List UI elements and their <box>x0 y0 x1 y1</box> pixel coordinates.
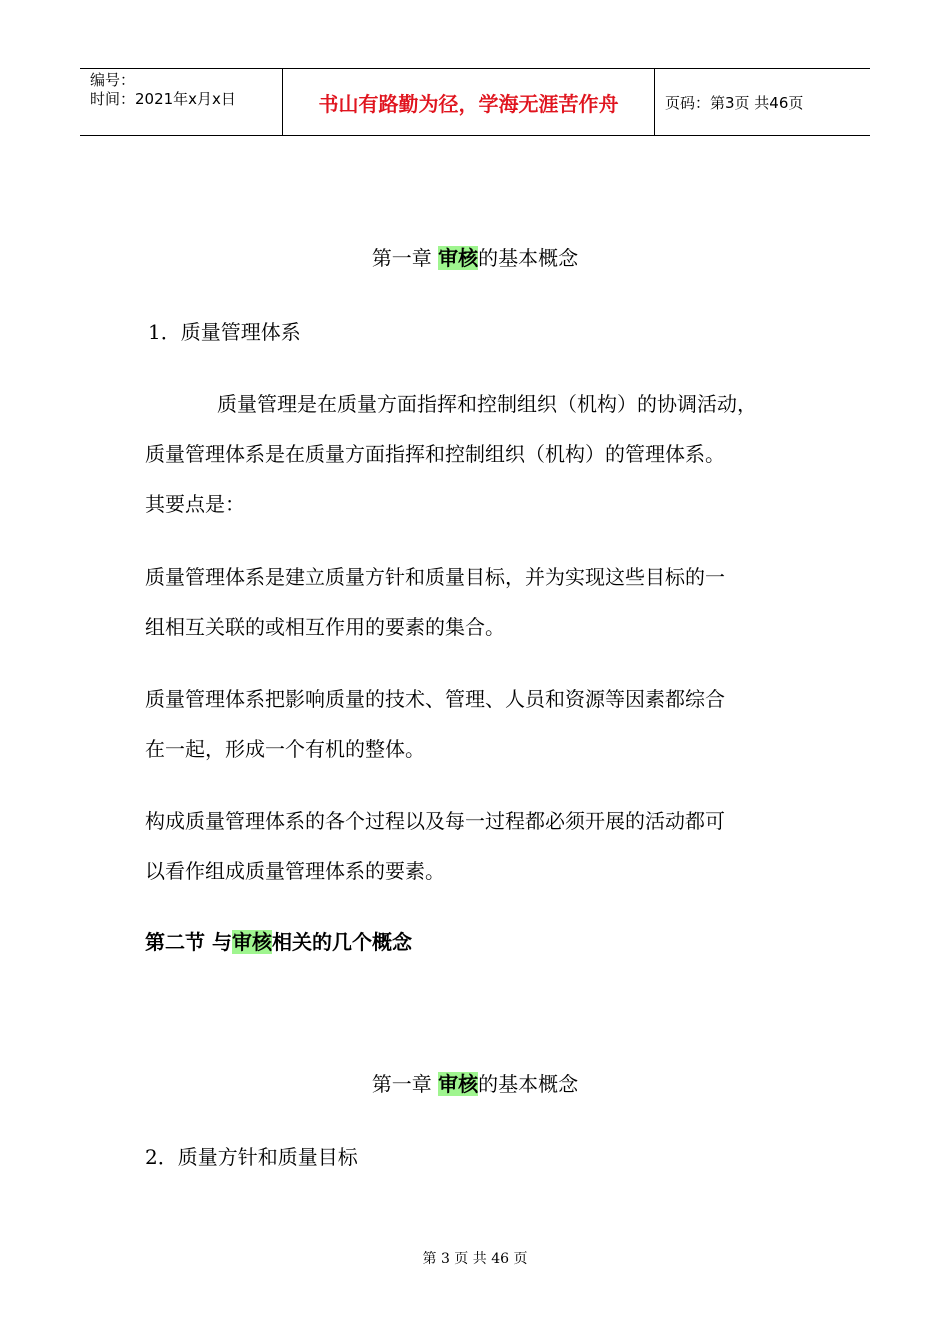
paragraph-line: 以看作组成质量管理体系的要素。 <box>145 859 445 883</box>
paragraph-line: 在一起，形成一个有机的整体。 <box>145 737 425 761</box>
item-heading-1: 1．质量管理体系 <box>148 320 301 344</box>
highlighted-keyword: 审核 <box>438 1072 479 1096</box>
paragraph-line: 质量管理体系是在质量方面指挥和控制组织（机构）的管理体系。 <box>145 442 725 466</box>
page-footer: 第 3 页 共 46 页 <box>422 1251 528 1267</box>
section-heading <box>145 926 412 955</box>
chapter-suffix: 的基本概念 <box>478 246 579 270</box>
paragraph-line: 组相互关联的或相互作用的要素的集合。 <box>145 615 505 639</box>
paragraph-line: 质量管理体系是建立质量方针和质量目标，并为实现这些目标的一 <box>145 565 725 589</box>
paragraph-line: 其要点是： <box>145 492 245 516</box>
paragraph-line: 构成质量管理体系的各个过程以及每一过程都必须开展的活动都可 <box>145 809 725 833</box>
paragraph-line: 质量管理体系把影响质量的技术、管理、人员和资源等因素都综合 <box>145 687 725 711</box>
motto-text: 书山有路勤为径，学海无涯苦作舟 <box>318 91 619 116</box>
chapter-prefix: 第一章 <box>371 246 439 270</box>
highlighted-keyword: 审核 <box>438 246 479 270</box>
header-table <box>80 68 870 136</box>
time-label: 时间：2021年x月x日 <box>90 90 236 108</box>
page-info: 页码：第3页 共46页 <box>665 93 804 112</box>
section-prefix: 第二节 与 <box>145 930 232 954</box>
header-left-cell <box>80 69 282 135</box>
chapter-title-repeat <box>0 1068 950 1097</box>
header-page-cell <box>655 69 870 135</box>
header-motto-cell <box>282 69 655 135</box>
number-label: 编号： <box>90 71 136 89</box>
item-heading-2: 2．质量方针和质量目标 <box>145 1145 358 1169</box>
chapter-title <box>0 242 950 271</box>
chapter-prefix: 第一章 <box>371 1072 439 1096</box>
section-suffix: 相关的几个概念 <box>271 930 412 954</box>
highlighted-keyword: 审核 <box>231 930 272 954</box>
paragraph-line: 质量管理是在质量方面指挥和控制组织（机构）的协调活动， <box>217 392 757 416</box>
chapter-suffix: 的基本概念 <box>478 1072 579 1096</box>
